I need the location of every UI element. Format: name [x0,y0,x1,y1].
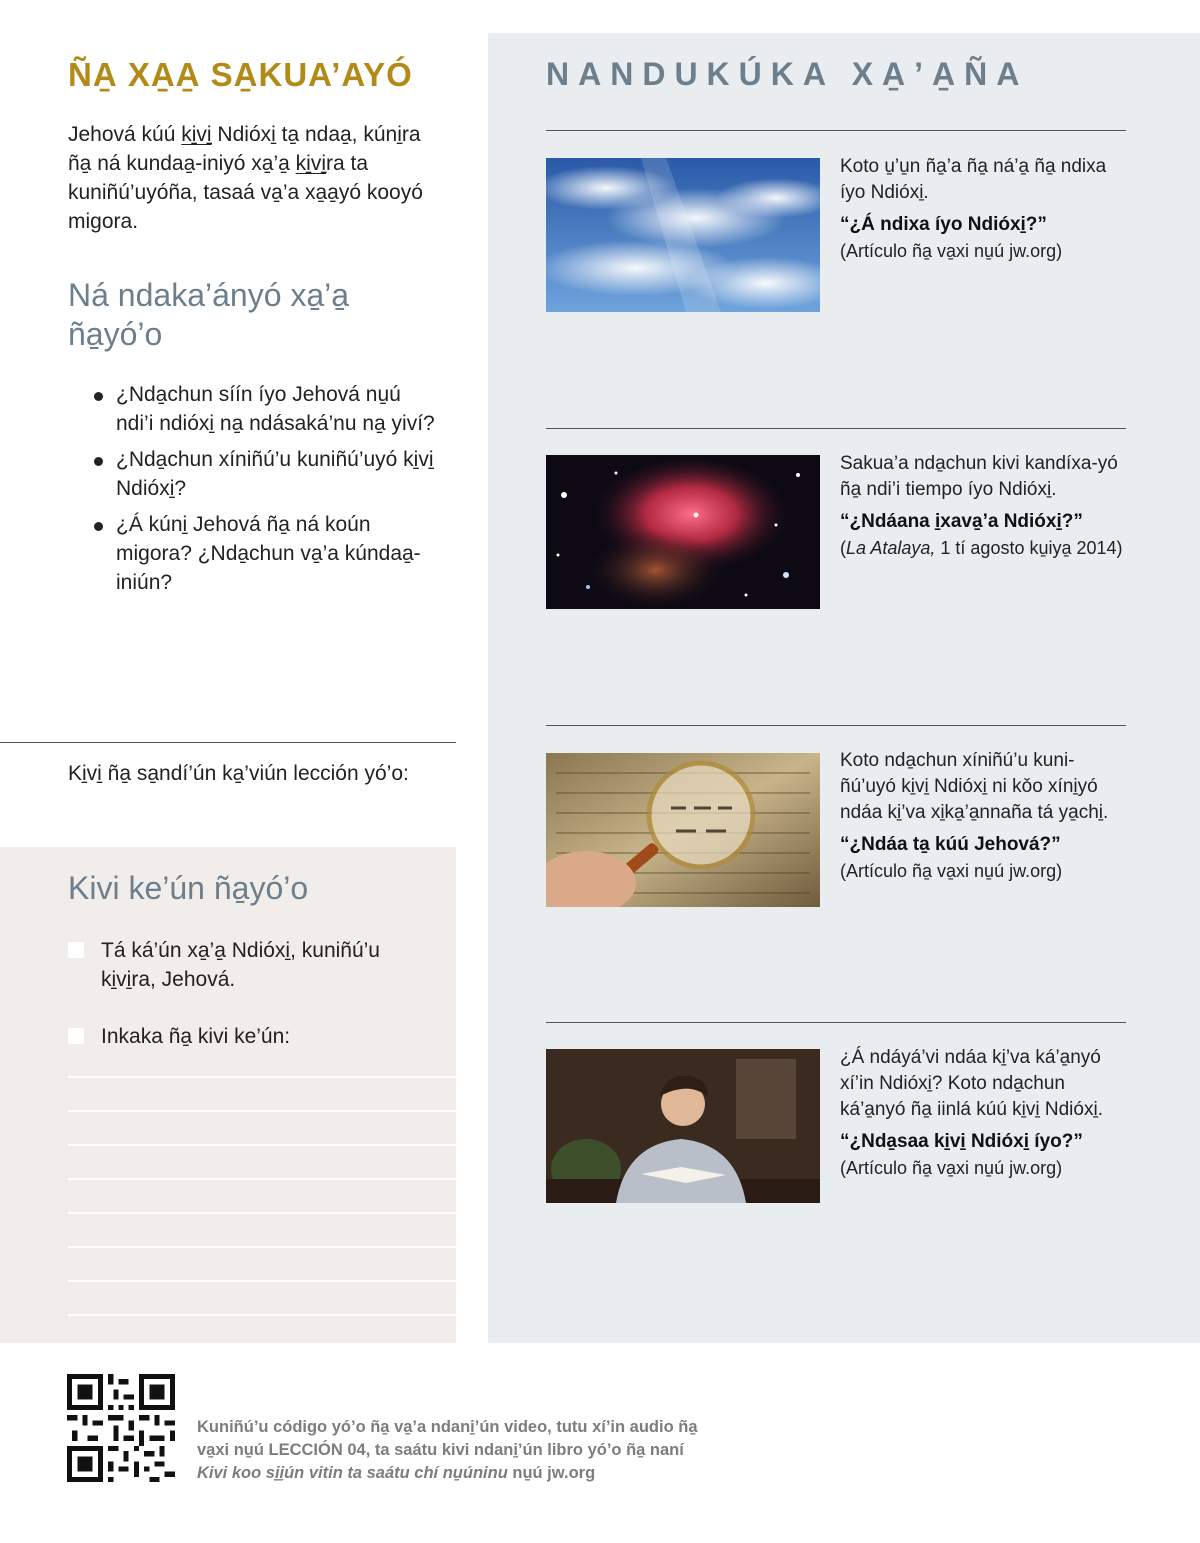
man-reading-icon [546,1049,820,1203]
review-heading: Ná ndaka’ányó xa̱’a̱ ña̱yó’o [68,277,350,352]
magnifying-glass-photo[interactable] [546,753,820,907]
writing-line[interactable] [68,1246,456,1280]
man-reading-photo[interactable] [546,1049,820,1203]
writing-line[interactable] [68,1110,456,1144]
writing-line[interactable] [68,1314,456,1348]
resource-item [840,451,1130,561]
resource-source: (Artículo ña̱ va̱xi nu̱ú jw.org) [840,861,1063,881]
summary-text: Jehová kúú ki̱vi̱ Ndióxi̱ ta̱ ndaa̱, kúni̱ra ña̱ ná kundaa̱-iniyó xa̱’a̱ ki̱vi̱ra ta kuniñú’uyóña, tasaá va̱’a xa̱a̱yó kooyó migora. [68,123,423,233]
resource-description: ¿Á ndáyá’vi ndáa ki̱’va ká’a̱nyó xí’in Ndióxi̱? Koto nda̱chun ká’a̱nyó ña̱ iinlá kúú ki̱vi̱ Ndióxi̱. [840,1047,1103,1120]
resource-link[interactable]: “¿Nda̱saa ki̱vi̱ Ndióxi̱ íyo?” [840,1131,1083,1152]
resource-item [840,748,1130,884]
resources-title: NANDUKÚKA XA̱’A̱ÑA [546,56,1029,92]
sky-clouds-icon [546,158,820,312]
notes-heading: Kivi ke’ún ña̱yó’o [68,870,309,906]
checkbox[interactable] [68,942,84,958]
resource-source: (Artículo ña̱ va̱xi nu̱ú jw.org) [840,1158,1063,1178]
resource-source: (Artículo ña̱ va̱xi nu̱ú jw.org) [840,241,1063,261]
summary-title: ÑA̱ XA̱A̱ SA̱KUA’AYÓ [68,56,413,93]
resource-item [840,1045,1130,1181]
other-goal-checkbox-label: Inkaka ña̱ kivi ke’ún: [101,1025,291,1048]
goal-checkbox-label: Tá ká’ún xa̱’a̱ Ndióxi̱, kuniñú’u ki̱vi̱ra, Jehová. [101,939,380,991]
section-divider [0,742,456,743]
resource-link[interactable]: “¿Á ndixa íyo Ndióxi̱?” [840,214,1047,235]
resource-link[interactable]: “¿Ndáa ta̱ kúú Jehová?” [840,834,1061,855]
review-question: ¿Nda̱chun xíniñú’u kuniñú’uyó ki̱vi̱ Ndióxi̱? [92,445,442,503]
nebula-icon [546,455,820,609]
sky-clouds-photo[interactable] [546,158,820,312]
goal-checkbox-item[interactable] [68,936,438,994]
writing-line[interactable] [68,1178,456,1212]
writing-line[interactable] [68,1076,456,1110]
resource-description: Sakua’a nda̱chun kivi kandíxa-yó ña̱ ndi’i tiempo íyo Ndióxi̱. [840,453,1118,500]
resource-divider [546,1022,1126,1023]
writing-line[interactable] [68,1212,456,1246]
review-questions-list [92,380,442,604]
resource-divider [546,428,1126,429]
resource-divider [546,130,1126,131]
lesson-completed-note: Ki̱vi̱ ña̱ sa̱ndí’ún ka̱’viún lección yó’o: [68,762,409,785]
writing-lines[interactable] [68,1076,456,1348]
resource-divider [546,725,1126,726]
resource-link[interactable]: “¿Ndáana i̱xava̱’a Ndióxi̱?” [840,511,1083,532]
qr-code-icon[interactable] [67,1374,175,1482]
footer-text: Kuniñú’u código yó’o ña̱ va̱’a ndani̱’ún video, tutu xí’in audio ña̱ va̱xi nu̱ú LECCIÓN 04, ta saátu kivi ndani̱’ún libro yó’o ña̱ naní Kivi koo si̱i̱ún vitin ta saátu chí nu̱úninu nu̱ú jw.org [197,1418,698,1482]
resource-item [840,154,1130,264]
other-goal-checkbox-item[interactable] [68,1022,438,1051]
review-question: ¿Á kúni̱ Jehová ña̱ ná koún migora? ¿Nda̱chun va̱’a kúndaa̱-iniún? [92,510,442,597]
resource-description: Koto u̱’u̱n ña̱’a ña̱ ná’a̱ ña̱ ndixa íyo Ndióxi̱. [840,156,1107,203]
writing-line[interactable] [68,1280,456,1314]
writing-line[interactable] [68,1144,456,1178]
review-question: ¿Nda̱chun síín íyo Jehová nu̱ú ndi’i ndióxi̱ na̱ ndásaká’nu na̱ yiví? [92,380,442,438]
resource-description: Koto nda̱chun xíniñú’u kuni-ñú’uyó ki̱vi̱ Ndióxi̱ ni kǒo xíni̱yó ndáa ki̱’va xi̱ka̱’a̱nnaña tá ya̱chi̱. [840,750,1109,823]
magnifying-glass-icon [546,753,820,907]
nebula-photo[interactable] [546,455,820,609]
checkbox[interactable] [68,1028,84,1044]
resource-source: (La Atalaya, 1 tí agosto ku̱iya̱ 2014) [840,538,1123,558]
